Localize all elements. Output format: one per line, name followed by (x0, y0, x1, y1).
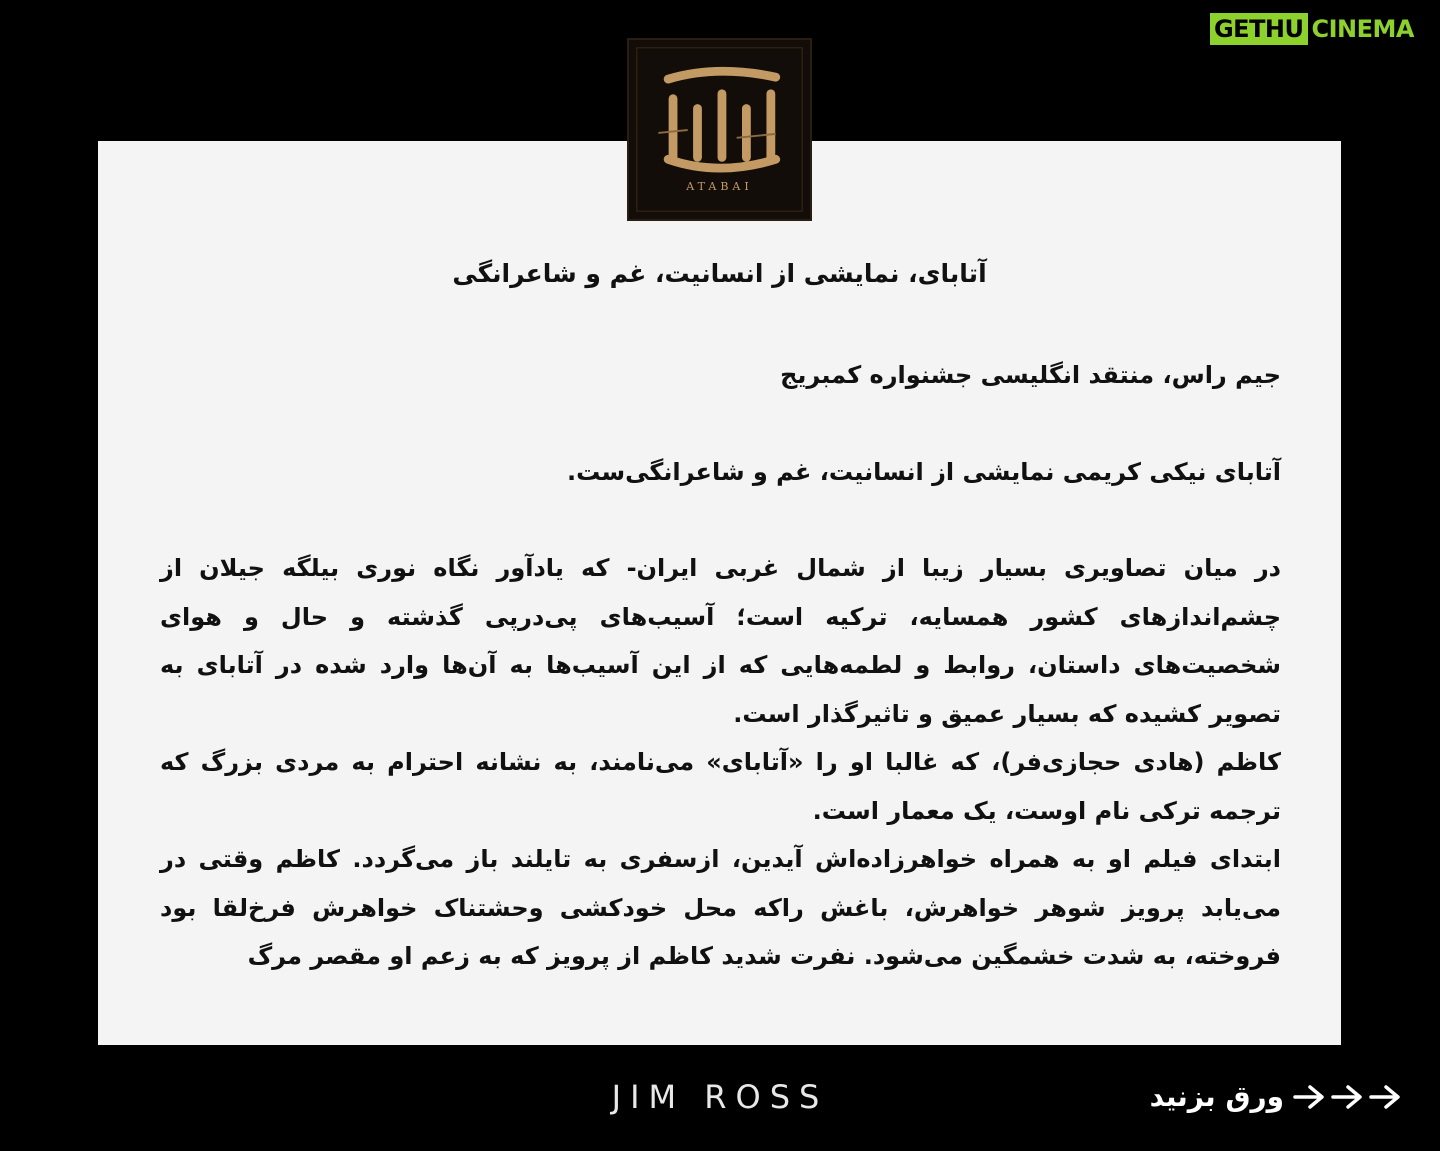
review-paragraph: در میان تصاویری بسیار زیبا از شمال غربی ایران- که یادآور نگاه نوری بیلگه جیلان از چشم‌اندازهای کشور همسایه، ترکیه است؛ آسیب‌های پی‌درپی گذشته و حال و هوای شخصیت‌های داستان، روابط و لطمه‌هایی که از این آسیب‌ها به آن‌ها وارد شده در آتابای به تصویر کشیده که بسیار عمیق و تاثیرگذار است. (160, 554, 1281, 728)
critic-credit: جیم راس، منتقد انگلیسی جشنواره کمبریج (780, 361, 1281, 389)
watermark-part-2: CINEMA (1311, 15, 1414, 43)
review-paragraph: کاظم (هادی حجازی‌فر)، که غالبا او را «آتابای» می‌نامند، به نشانه احترام به مردی بزرگ که ترجمه ترکی نام اوست، یک معمار است. (160, 748, 1281, 825)
swipe-arrows (1292, 1083, 1402, 1111)
arrow-right-icon (1368, 1083, 1402, 1111)
watermark-logo (1202, 12, 1426, 46)
review-card (98, 141, 1341, 1045)
poster-subtitle: ATABAI (686, 180, 753, 193)
swipe-hint[interactable] (1150, 1080, 1402, 1113)
review-summary: آتابای نیکی کریمی نمایشی از انسانیت، غم و شاعرانگی‌ست. (567, 457, 1281, 486)
arrow-right-icon (1292, 1083, 1326, 1111)
arrow-right-icon (1330, 1083, 1364, 1111)
swipe-label: ورق بزنید (1149, 1080, 1284, 1113)
critic-name: JIM ROSS (611, 1078, 829, 1116)
review-paragraph: ابتدای فیلم او به همراه خواهرزاده‌اش آیدین، ازسفری به تایلند باز می‌گردد. کاظم وقتی در می‌یابد پرویز شوهر خواهرش، باغش راکه محل خودکشی وحشتناک خواهرش فرخ‌لقا بود فروخته، به شدت خشمگین می‌شود. نفرت شدید کاظم از پرویز که به زعم او مقصر مرگ (160, 845, 1281, 970)
headline: آتابای، نمایشی از انسانیت، غم و شاعرانگی (452, 259, 987, 288)
review-body (160, 351, 1281, 981)
atabai-logo-icon (627, 38, 812, 221)
watermark-part-1: GETHU (1210, 13, 1308, 45)
